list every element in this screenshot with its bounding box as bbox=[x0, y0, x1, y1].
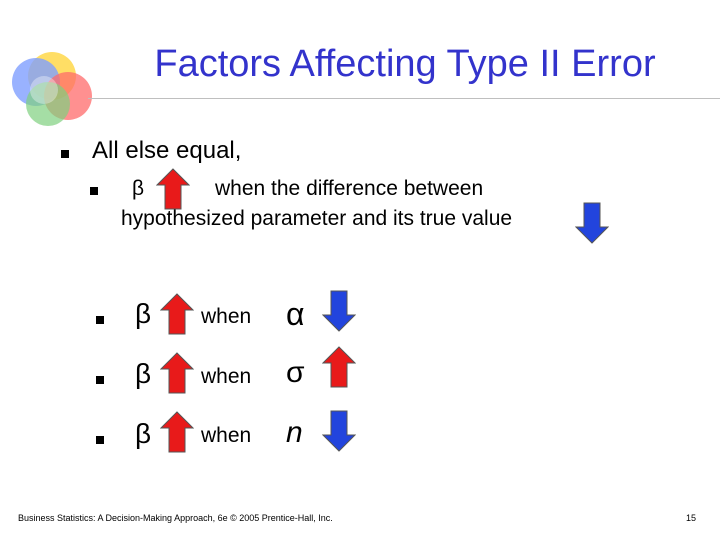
when-label: when bbox=[201, 424, 252, 447]
bullet-marker bbox=[96, 316, 104, 324]
bullet-marker bbox=[96, 376, 104, 384]
first-item-line2: hypothesized parameter and its true value bbox=[121, 207, 513, 230]
arrow-up-icon bbox=[160, 293, 194, 335]
intro-text: All else equal, bbox=[92, 137, 242, 164]
bullet-marker bbox=[96, 436, 104, 444]
sigma-symbol: σ bbox=[286, 356, 305, 389]
arrow-down-icon bbox=[322, 410, 356, 452]
arrow-up-icon bbox=[322, 346, 356, 388]
arrow-up-icon bbox=[160, 411, 194, 453]
alpha-symbol: α bbox=[286, 296, 305, 332]
beta-symbol: β bbox=[135, 418, 152, 449]
arrow-up-icon bbox=[156, 168, 190, 210]
bullet-marker bbox=[61, 150, 69, 158]
beta-symbol: β bbox=[135, 358, 152, 389]
bullet-marker bbox=[90, 187, 98, 195]
arrow-down-icon bbox=[575, 202, 609, 244]
footer-source: Business Statistics: A Decision-Making Approach, 6e © 2005 Prentice-Hall, Inc. bbox=[18, 513, 333, 523]
title-divider bbox=[88, 98, 720, 99]
arrow-down-icon bbox=[322, 290, 356, 332]
when-label: when bbox=[201, 305, 252, 328]
page-number: 15 bbox=[686, 513, 697, 523]
beta-symbol: β bbox=[135, 298, 152, 329]
when-label: when bbox=[201, 365, 252, 388]
beta-symbol: β bbox=[132, 177, 145, 200]
arrow-up-icon bbox=[160, 352, 194, 394]
n-symbol: n bbox=[286, 416, 303, 449]
first-item-line1: when the difference between bbox=[215, 177, 484, 200]
logo-circles-icon bbox=[8, 44, 100, 134]
slide-title: Factors Affecting Type II Error bbox=[154, 43, 656, 85]
